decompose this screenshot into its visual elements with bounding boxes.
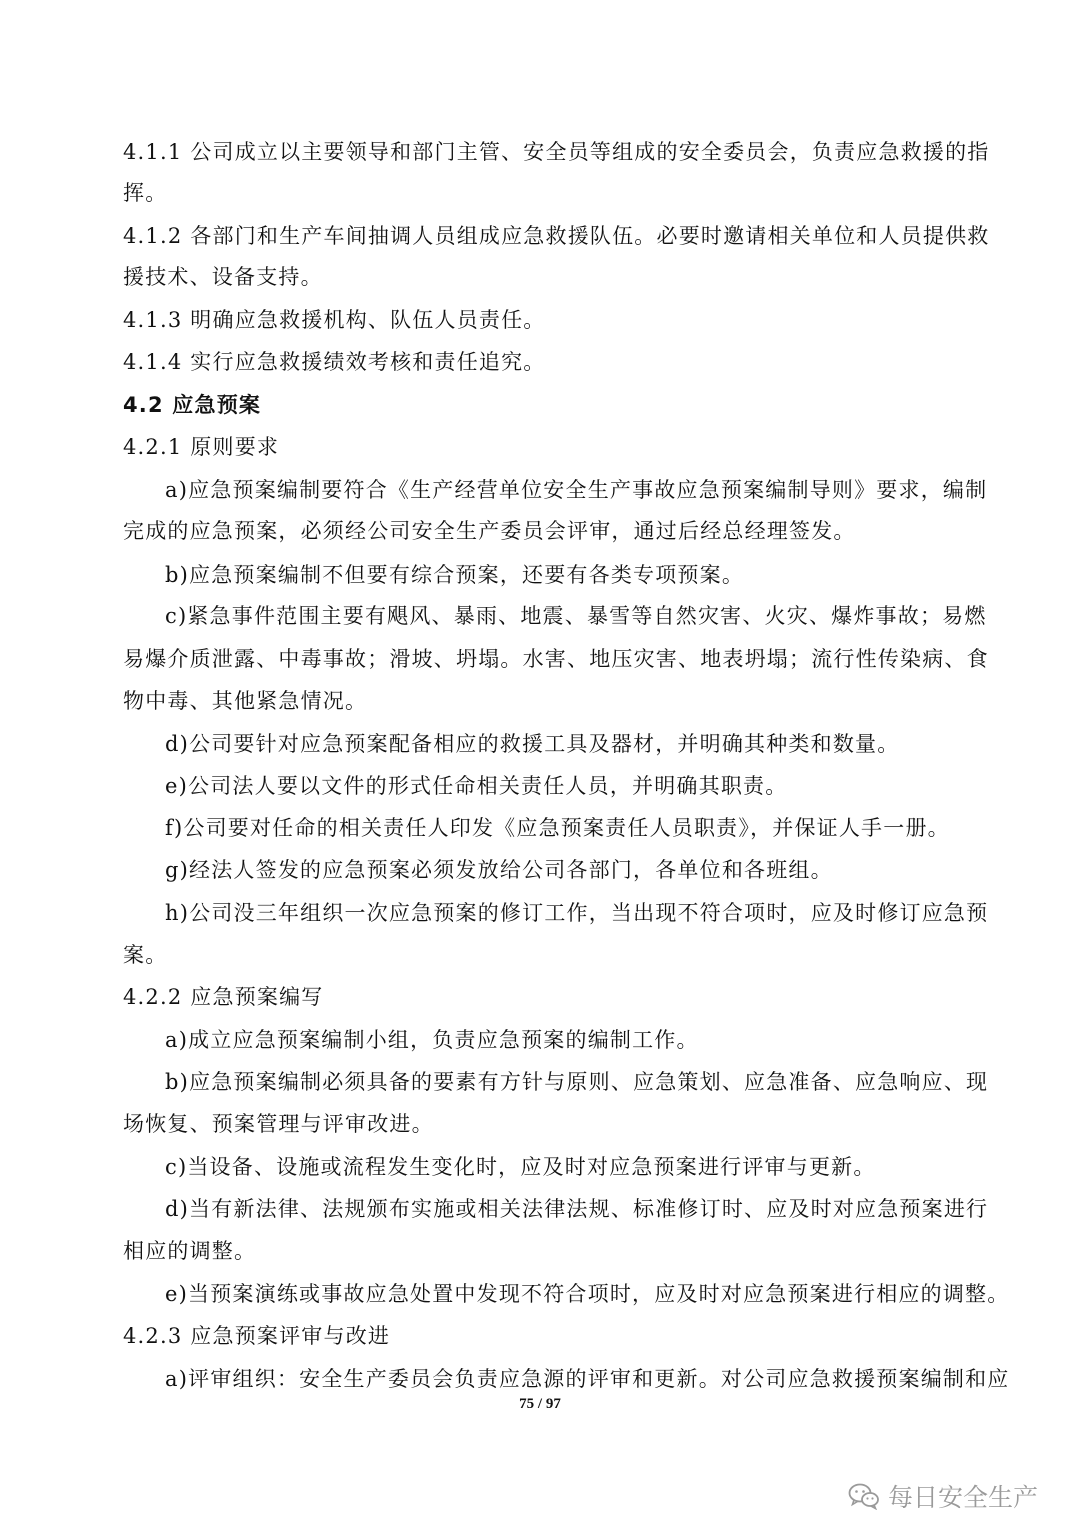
text-line: c)当设备、设施或流程发生变化时，应及时对应急预案进行评审与更新。 — [165, 1155, 876, 1179]
text-line: b)应急预案编制必须具备的要素有方针与原则、应急策划、应急准备、应急响应、现 — [165, 1070, 989, 1094]
section-heading: 4.2 应急预案 — [123, 393, 262, 417]
subsection-heading: 4.2.3 应急预案评审与改进 — [123, 1324, 391, 1348]
text-line: 4.1.2 各部门和生产车间抽调人员组成应急救援队伍。必要时邀请相关单位和人员提供救 — [123, 224, 990, 248]
text-line: a)评审组织：安全生产委员会负责应急源的评审和更新。对公司应急救援预案编制和应 — [165, 1367, 1010, 1391]
text-line: e)公司法人要以文件的形式任命相关责任人员，并明确其职责。 — [165, 774, 788, 798]
text-line: 4.1.4 实行应急救援绩效考核和责任追究。 — [123, 350, 546, 374]
text-line: d)当有新法律、法规颁布实施或相关法律法规、标准修订时、应及时对应急预案进行 — [165, 1197, 989, 1221]
watermark — [848, 1478, 1038, 1514]
text-line: b)应急预案编制不但要有综合预案，还要有各类专项预案。 — [165, 563, 745, 587]
subsection-heading: 4.2.2 应急预案编写 — [123, 985, 324, 1009]
text-line: d)公司要针对应急预案配备相应的救援工具及器材，并明确其种类和数量。 — [165, 732, 900, 756]
text-line: 4.1.1 公司成立以主要领导和部门主管、安全员等组成的安全委员会，负责应急救援的指 — [123, 140, 990, 164]
subsection-heading: 4.2.1 原则要求 — [123, 435, 280, 459]
wechat-icon — [848, 1482, 880, 1510]
text-line: 挥。 — [123, 181, 168, 205]
text-line: a)成立应急预案编制小组，负责应急预案的编制工作。 — [165, 1028, 699, 1052]
text-line: e)当预案演练或事故应急处置中发现不符合项时，应及时对应急预案进行相应的调整。 — [165, 1282, 1010, 1306]
text-line: 物中毒、其他紧急情况。 — [123, 689, 368, 713]
text-line: h)公司没三年组织一次应急预案的修订工作，当出现不符合项时，应及时修订应急预 — [165, 901, 989, 925]
text-line: c)紧急事件范围主要有飓风、暴雨、地震、暴雪等自然灾害、火灾、爆炸事故；易燃 — [165, 604, 987, 628]
text-line: 4.1.3 明确应急救援机构、队伍人员责任。 — [123, 308, 546, 332]
text-line: g)经法人签发的应急预案必须发放给公司各部门，各单位和各班组。 — [165, 858, 833, 882]
text-line: 援技术、设备支持。 — [123, 265, 323, 289]
page-number: 75 / 97 — [519, 1396, 561, 1412]
text-line: 完成的应急预案，必须经公司安全生产委员会评审，通过后经总经理签发。 — [123, 519, 856, 543]
text-line: 相应的调整。 — [123, 1239, 257, 1263]
watermark-text: 每日安全生产 — [888, 1483, 1039, 1512]
text-line: 易爆介质泄露、中毒事故；滑坡、坍塌。水害、地压灾害、地表坍塌；流行性传染病、食 — [123, 647, 989, 671]
text-line: 场恢复、预案管理与评审改进。 — [123, 1112, 434, 1136]
text-line: 案。 — [123, 943, 168, 967]
text-line: f)公司要对任命的相关责任人印发《应急预案责任人员职责》，并保证人手一册。 — [165, 816, 950, 840]
text-line: a)应急预案编制要符合《生产经营单位安全生产事故应急预案编制导则》要求，编制 — [165, 478, 988, 502]
